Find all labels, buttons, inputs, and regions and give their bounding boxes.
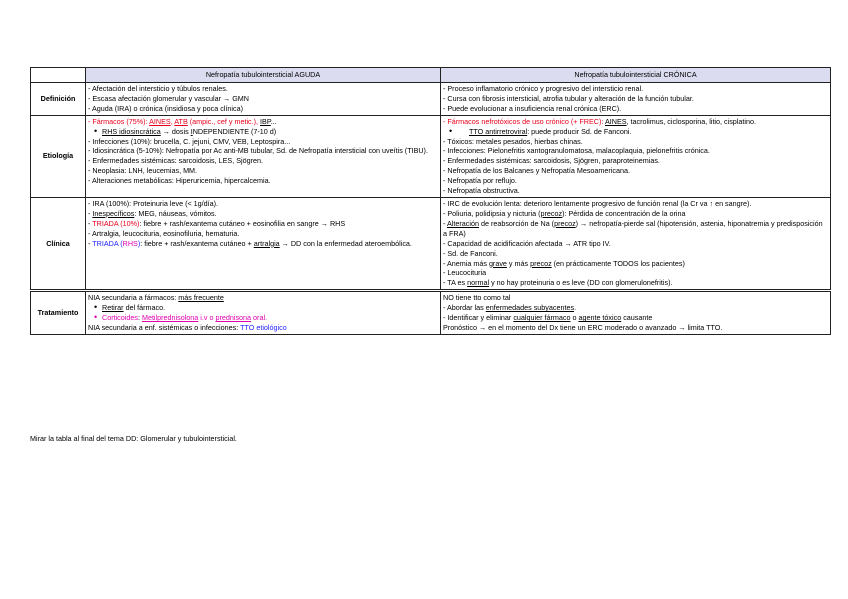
tto-text: TTO antirretroviral <box>469 126 528 136</box>
clinica-aguda <box>86 198 441 290</box>
ta-text: - TA es <box>443 278 468 288</box>
farmacos-suffix: , tacrolimus, ciclosporina, litio, cisplatino. <box>626 116 756 126</box>
text-line: - Tóxicos: metales pesados, hierbas chinas. <box>443 136 583 146</box>
clinica-cronica <box>441 198 831 290</box>
prednisona-text: prednisona <box>215 313 252 323</box>
period: . <box>574 303 577 313</box>
header-cronica: Nefropatía tubulointersticial CRÓNICA <box>441 68 831 83</box>
separator: : <box>137 313 142 323</box>
inespecificos-text: Inespecíficos <box>92 208 135 218</box>
anemia-rest: (en prácticamente TODOS los pacientes) <box>551 258 685 268</box>
precoz-text: precoz <box>530 258 552 268</box>
text-line: - Leucocituria <box>443 268 487 278</box>
text-line: - Infecciones (10%): brucella, C. jejuni, CMV, VEB, Leptospira... <box>88 136 291 146</box>
text-line <box>88 219 438 229</box>
tratamiento-cronica <box>441 292 831 335</box>
alteracion-text: Alteración <box>447 218 479 228</box>
text-line: - Neoplasia: LNH, leucemias, MM. <box>88 166 198 176</box>
corticoides-bullet <box>88 313 438 323</box>
header-row <box>31 68 831 83</box>
alteracion-rest: ) → nefropatía-pierde sal (hipotensión, astenia, hiponatremia y predisposición a FRA) <box>443 218 823 238</box>
iv-text: i.v o <box>198 313 216 323</box>
triada2-rest: : fiebre + rash/exantema cutáneo + <box>140 238 254 248</box>
text-line: - Artralgia, leucocituria, eosinofiluria, hematuria. <box>88 228 240 238</box>
triada-rest: : fiebre + rash/exantema cutáneo + eosinofilia en sangre → RHS <box>139 218 346 228</box>
text-line: - Infecciones: Pielonefritis xantogranulomatosa, malacoplaquia, pielonefritis crónica. <box>443 146 710 156</box>
aines-text: AINES <box>149 116 171 126</box>
triada2-text: TRIADA ( <box>92 238 123 248</box>
agente-toxico-text: agente tóxico <box>578 313 622 323</box>
aines-text: AINES <box>604 116 627 126</box>
artralgia-text: artralgia <box>253 238 280 248</box>
rhs-arrow-text: → dosis <box>160 126 191 136</box>
text-line: - Proceso inflamatorio crónico y progresivo del intersticio renal. <box>443 84 644 93</box>
farmacos-suffix: ... <box>270 116 277 126</box>
anemia-mid: y más <box>506 258 531 268</box>
text-line: - Alteraciones metabólicas: Hiperuricemia, hipercalcemia. <box>88 176 271 186</box>
rhs-bullet <box>88 127 438 137</box>
retirar-rest: del fármaco. <box>123 303 166 313</box>
tratamiento-aguda <box>86 292 441 335</box>
text-line <box>443 219 828 239</box>
farmacos-line <box>443 117 828 127</box>
corner-cell <box>31 68 86 83</box>
normal-text: normal <box>467 278 490 288</box>
separator: , <box>170 116 175 126</box>
row-label-tratamiento: Tratamiento <box>31 292 86 335</box>
tto-etiologico-text: TTO etiológico <box>240 322 287 332</box>
separator: , <box>256 116 261 126</box>
corticoides-text: Corticoides <box>102 313 138 323</box>
text-line <box>443 313 828 323</box>
dash: - <box>88 238 93 248</box>
row-label-clinica: Clínica <box>31 198 86 290</box>
rhs-independiente: NDEPENDIENTE (7-10 d) <box>192 126 277 136</box>
retirar-text: Retirar <box>102 303 124 313</box>
grave-text: grave <box>488 258 507 268</box>
definicion-aguda <box>86 83 441 116</box>
etiologia-aguda <box>86 115 441 197</box>
footer-note: Mirar la tabla al final del tema DD: Glomerular y tubulointersticial. <box>30 434 237 443</box>
atb-text: ATB <box>174 116 188 126</box>
row-tratamiento <box>31 292 831 335</box>
text-line <box>443 259 828 269</box>
farmacos-prefix: - Fármacos (75%): <box>88 116 150 126</box>
etiologia-cronica <box>441 115 831 197</box>
dash: - <box>443 218 447 228</box>
farmacos-prefix: - Fármacos nefrotóxicos de uso crónico (+ FREC): <box>443 116 605 126</box>
definicion-cronica <box>441 83 831 116</box>
triada2-close: ) <box>137 238 141 248</box>
triada2-rhs: RHS <box>122 238 138 248</box>
text-line: - Nefropatía obstructiva. <box>443 186 520 196</box>
anemia-text: - Anemia más <box>443 258 489 268</box>
row-etiologia <box>31 115 831 197</box>
metilprednisolona-text: Metilprednisolona <box>141 313 199 323</box>
comparison-table <box>30 67 831 335</box>
farmacos-line <box>88 117 438 127</box>
mas-frecuente-text: más frecuente <box>178 293 224 303</box>
poliuria-text: - Poliuria, polidipsia y nicturia ( <box>443 208 541 218</box>
text-line: - Aguda (IRA) o crónica (insidiosa y poca clínica) <box>88 103 243 113</box>
o-text: o <box>570 313 579 323</box>
text-line <box>88 239 438 249</box>
cualquier-farmaco-text: cualquier fármaco <box>513 313 571 323</box>
text-line <box>88 209 438 219</box>
dash: - <box>88 208 93 218</box>
spacer <box>88 186 438 196</box>
precoz-text: precoz <box>554 218 576 228</box>
text-line <box>88 293 438 303</box>
identificar-text: - Identificar y eliminar <box>443 313 514 323</box>
row-definicion <box>31 83 831 116</box>
rhs-text: RHS idiosincrática <box>102 126 161 136</box>
row-label-etiologia: Etiología <box>31 115 86 197</box>
tto-rest: : puede producir Sd. de Fanconi. <box>527 126 632 136</box>
alteracion-mid: de reabsorción de Na ( <box>478 218 555 228</box>
ibp-text: IBP <box>260 116 271 126</box>
enfermedades-text: enfermedades subyacentes <box>485 303 575 313</box>
ta-rest: y no hay proteinuria o es leve (DD con glomerulonefritis). <box>489 278 673 288</box>
text-line: - Nefropatía de los Balcanes y Nefropatía Mesoamericana. <box>443 166 630 176</box>
nia2-text: NIA secundaria a enf. sistémicas o infecciones: <box>88 322 241 332</box>
poliuria-rest: ): Pérdida de concentración de la orina <box>562 208 686 218</box>
text-line: - Afectación del intersticio y túbulos renales. <box>88 84 228 93</box>
nia-text: NIA secundaria a fármacos: <box>88 293 179 303</box>
text-line: - Cursa con fibrosis intersticial, atrofia tubular y alteración de la función tubular. <box>443 93 694 103</box>
text-line: - Escasa afectación glomerular y vascular → GMN <box>88 93 249 103</box>
text-line <box>443 278 828 288</box>
text-line <box>443 209 828 219</box>
text-line <box>88 323 438 333</box>
triada-text: TRIADA (10%) <box>92 218 140 228</box>
text-line: - IRC de evolución lenta: deterioro lentamente progresivo de función renal (la Cr va ↑ en sangre). <box>443 199 752 209</box>
abordar-text: - Abordar las <box>443 303 486 313</box>
text-line: - Nefropatía por reflujo. <box>443 176 517 186</box>
precoz-text: precoz <box>540 208 563 218</box>
oral-text: oral. <box>251 313 268 323</box>
text-line: - Enfermedades sistémicas: sarcoidosis, Sjögren, paraproteinemias. <box>443 156 660 166</box>
rhs-i: I <box>190 126 193 136</box>
text-line: - IRA (100%): Proteinuria leve (< 1g/día). <box>88 199 219 209</box>
text-line <box>443 303 828 313</box>
inespecificos-rest: : MEG, náuseas, vómitos. <box>134 208 217 218</box>
dash: - <box>88 218 93 228</box>
text-line: - Puede evolucionar a insuficiencia renal crónica (ERC). <box>443 103 622 113</box>
row-clinica <box>31 198 831 290</box>
text-line: - Idiosincrática (5-10%): Nefropatía por Ac anti-MB tubular, Sd. de Nefropatía intersticial con uveítis (TIBU). <box>88 146 428 156</box>
text-line: Pronóstico → en el momento del Dx tiene un ERC moderado o avanzado → limita TTO. <box>443 322 723 332</box>
text-line: NO tiene tto como tal <box>443 293 511 303</box>
triada2-rest2: → DD con la enfermedad ateroembólica. <box>279 238 412 248</box>
text-line: - Enfermedades sistémicas: sarcoidosis, LES, Sjögren. <box>88 156 263 166</box>
text-line: - Capacidad de acidificación afectada → ATR tipo IV. <box>443 238 611 248</box>
retirar-bullet <box>88 303 438 313</box>
text-line: - Sd. de Fanconi. <box>443 248 498 258</box>
row-label-definicion: Definición <box>31 83 86 116</box>
atb-detail: (ampic., cef y metic.) <box>187 116 257 126</box>
header-aguda: Nefropatía tubulointersticial AGUDA <box>86 68 441 83</box>
tto-bullet <box>443 127 828 137</box>
causante-text: causante <box>621 313 653 323</box>
